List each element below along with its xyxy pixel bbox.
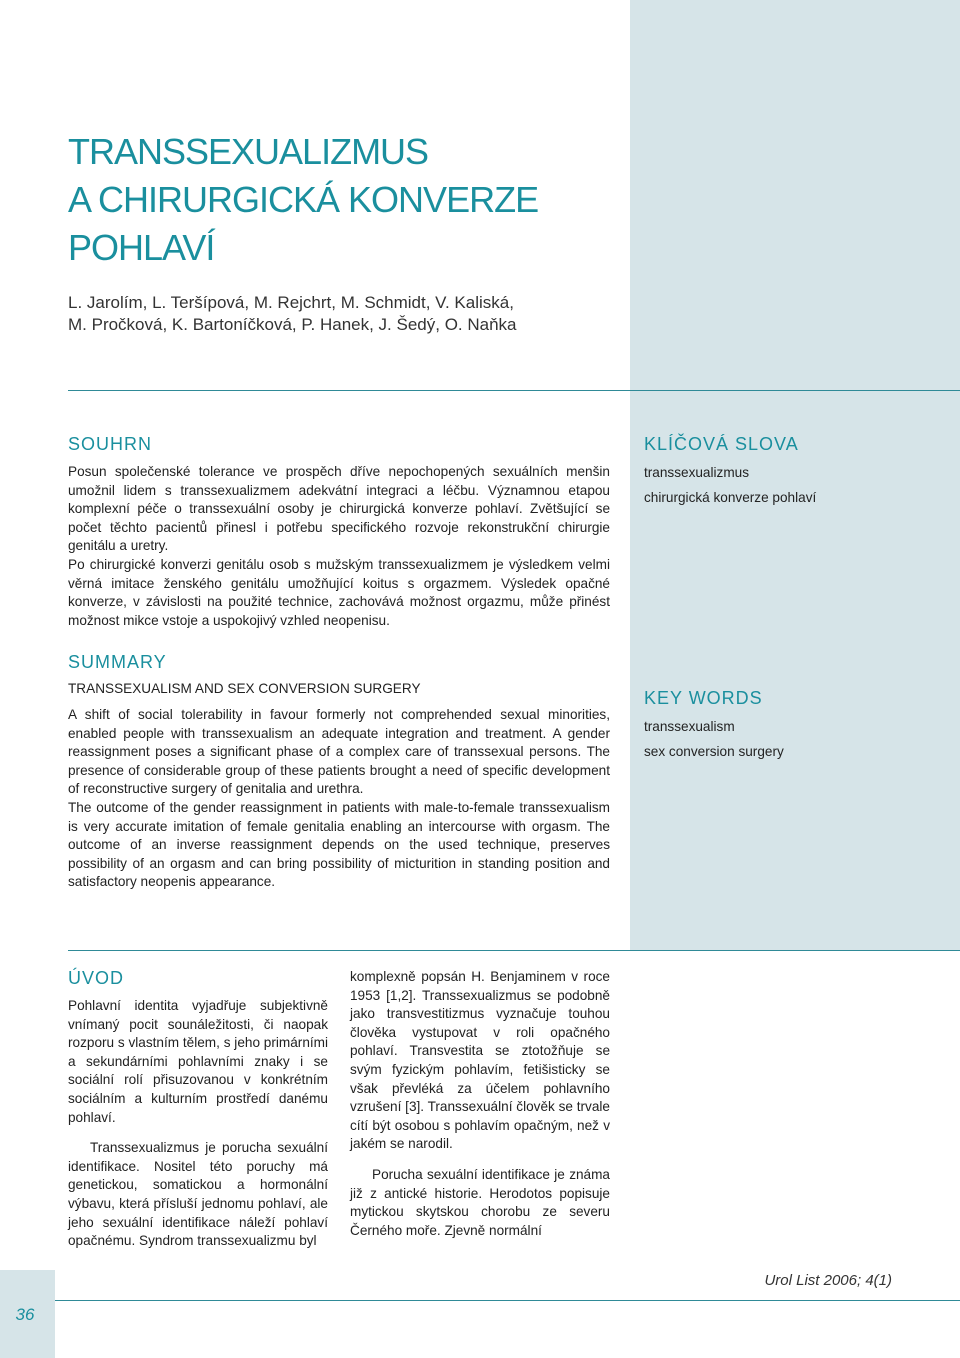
klicova-slova-section <box>644 434 934 513</box>
body-paragraph: Porucha sexuální identifikace je známa již z antické historie. Herodotos popisuje mytickou skytskou chorobu ze severu Černého moře. Zjevně normální <box>350 1166 610 1238</box>
souhrn-section <box>68 434 610 630</box>
keyword-item: transsexualizmus <box>644 465 750 480</box>
footer-divider <box>55 1300 960 1301</box>
uvod-column-2 <box>350 968 610 1240</box>
summary-section <box>68 652 610 892</box>
title-line: A CHIRURGICKÁ KONVERZE <box>68 179 539 220</box>
summary-paragraph: The outcome of the gender reassignment in patients with male-to-female transsexualism is very accurate imitation of female genitalia enabling an intercourse with orgasm. The outcome of an inverse reassignment depends on the used technique, preserves possibility of an orgasm and can bring possibility of micturition in standing position and satisfactory neopenis appearance. <box>68 799 610 890</box>
title-line: POHLAVÍ <box>68 227 215 268</box>
journal-reference: Urol List 2006; 4(1) <box>764 1272 892 1289</box>
keyword-item: transsexualism <box>644 719 735 734</box>
uvod-column-1 <box>68 968 328 1251</box>
klicova-slova-heading: KLÍČOVÁ SLOVA <box>644 434 799 454</box>
page-number: 36 <box>15 1305 35 1324</box>
section-divider <box>68 950 960 951</box>
body-paragraph: komplexně popsán H. Benjaminem v roce 1953 [1,2]. Transsexualizmus se podobně jako transvestitizmus vyznačuje touhou člověka vystupovat v roli opačného pohlaví. Transvestita se ztotožňuje se svým fyzickým pohlavím, fetišisticky se však převléká za účelem pohlavního vzrušení [3]. Transsexuální člověk se trvale cítí být osobou s pohlavím opačným, než v jakém se narodil. <box>350 969 610 1152</box>
keyword-item: sex conversion surgery <box>644 744 784 759</box>
souhrn-paragraph: Posun společenské tolerance ve prospěch dříve nepochopených sexuálních menšin umožnil lidem s transsexualizmem adekvátní integraci a léčbu. Významnou etapou komplexní péče o transsexuální osoby je chirurgická konverze pohlaví. Zvětšující se počet těchto pacientů přinesl i potřebu specifického rozvoje rekonstrukční chirurgie genitálu a uretry. <box>68 464 610 554</box>
uvod-heading: ÚVOD <box>68 968 125 988</box>
souhrn-heading: SOUHRN <box>68 434 153 454</box>
souhrn-paragraph: Po chirurgické konverzi genitálu osob s mužským transsexualizmem je výsledkem velmi věrná imitace ženského genitálu umožňující koitus s orgazmem. Výsledek opačné konverze, v závislosti na použité technice, zachovává možnost orgazmu, může přinést možnost mikce vstoje a uspokojivý vzhled neopenisu. <box>68 556 610 628</box>
key-words-heading: KEY WORDS <box>644 688 763 708</box>
section-divider <box>68 390 960 391</box>
key-words-section <box>644 688 934 767</box>
body-paragraph: Pohlavní identita vyjadřuje subjektivně vnímaný pocit sounáležitosti, či naopak rozporu s vlastním tělem, s jeho primárními a sekundárními pohlavními znaky i se sociální rolí přisuzovanou v konkrétním sociálním a kulturním prostředí danému pohlaví. <box>68 998 328 1125</box>
summary-heading: SUMMARY <box>68 652 167 672</box>
summary-subtitle: TRANSSEXUALISM AND SEX CONVERSION SURGERY <box>68 681 421 696</box>
summary-paragraph: A shift of social tolerability in favour formerly not comprehended sexual minorities, enabled people with transsexualism an adequate integration and treatment. A gender reassignment poses a significant phase of a complex care of transsexual persons. The presence of considerable group of these patients brought a need of specific development of reconstructive surgery of genitalia and urethra. <box>68 707 610 797</box>
keyword-item: chirurgická konverze pohlaví <box>644 490 817 505</box>
author-line: M. Pročková, K. Bartoníčková, P. Hanek, J. Šedý, O. Naňka <box>68 315 517 334</box>
body-paragraph: Transsexualizmus je porucha sexuální identifikace. Nositel této poruchy má genetickou, somatickou a hormonální výbavu, která přísluší jednomu pohlaví, ale jeho sexuální identifikace náleží pohlaví opačnému. Syndrom transsexualizmu byl <box>68 1140 328 1249</box>
author-line: L. Jarolím, L. Teršípová, M. Rejchrt, M. Schmidt, V. Kaliská, <box>68 293 514 312</box>
article-title <box>68 128 608 272</box>
author-list <box>68 292 608 336</box>
title-line: TRANSSEXUALIZMUS <box>68 131 429 172</box>
